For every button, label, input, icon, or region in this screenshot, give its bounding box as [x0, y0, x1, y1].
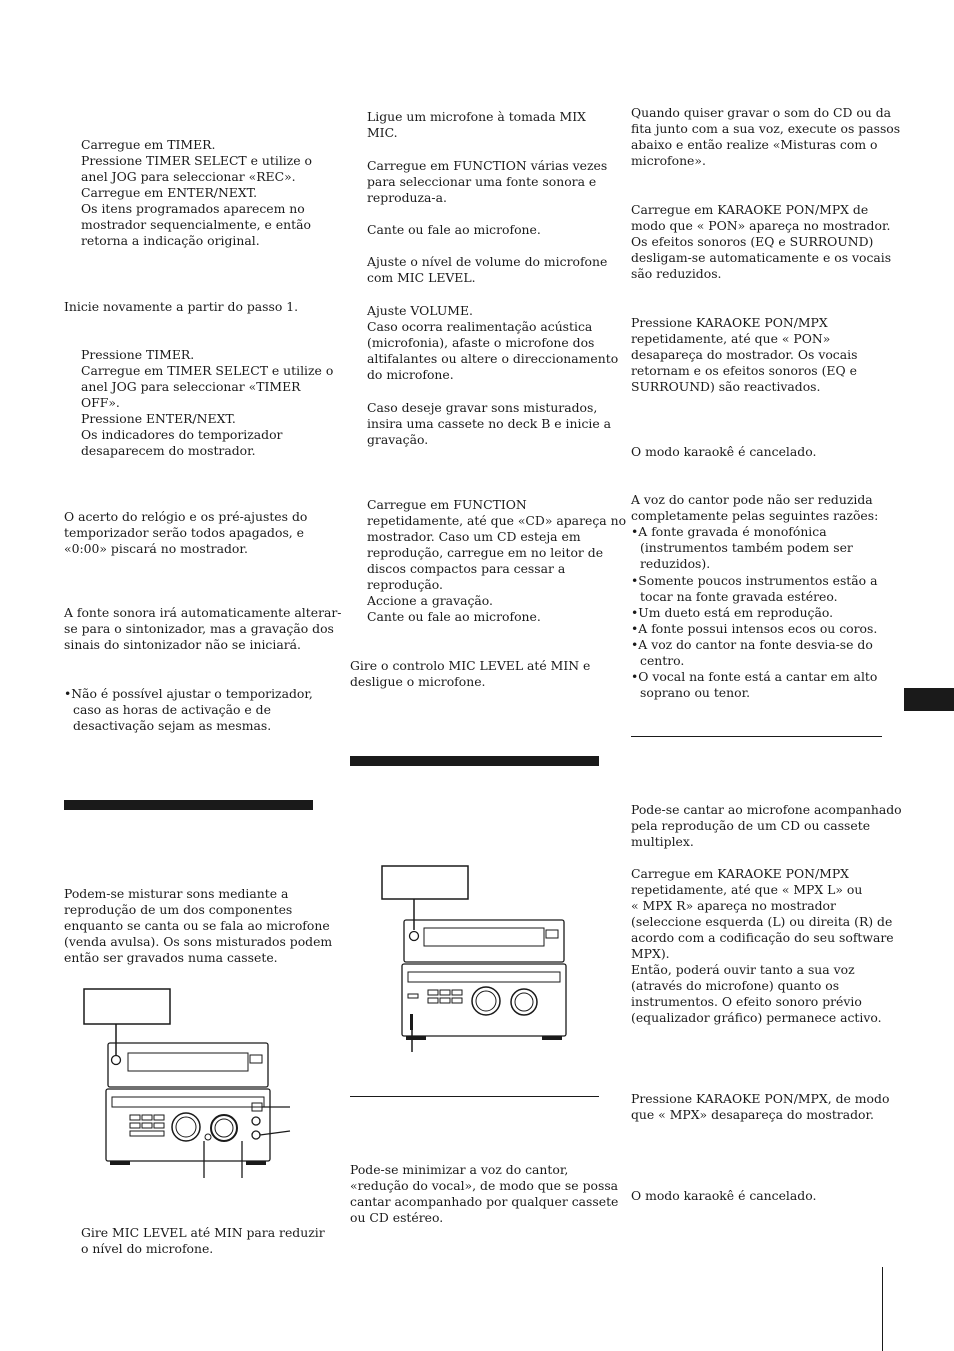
text-line: anel JOG para seleccionar «TIMER [81, 379, 301, 394]
text-line: Então, poderá ouvir tanto a sua voz [631, 962, 855, 977]
text-line: mostrador. Caso um CD esteja em [367, 529, 581, 544]
page-edge-line [882, 1267, 883, 1351]
text-line: tocar na fonte gravada estéreo. [640, 589, 838, 604]
text-line: Pode-se minimizar a voz do cantor, [350, 1162, 569, 1177]
text-line: do microfone. [367, 367, 454, 382]
section-bar-mixing [64, 800, 313, 810]
text-line: para seleccionar uma fonte sonora e [367, 174, 597, 189]
mixing-intro [64, 886, 332, 966]
text-line: SURROUND) são reactivados. [631, 379, 821, 394]
text-line: MPX). [631, 946, 670, 961]
divider-vocal-reduction [350, 1096, 599, 1097]
after-use-note [350, 658, 590, 690]
text-line: Ligue um microfone à tomada MIX [367, 109, 586, 124]
text-line: ou CD estéreo. [350, 1210, 444, 1225]
text-line: Pressione ENTER/NEXT. [81, 411, 236, 426]
text-line: « MPX R» apareça no mostrador [631, 898, 836, 913]
text-line: Accione a gravação. [367, 593, 493, 608]
text-line: Pressione KARAOKE PON/MPX [631, 315, 828, 330]
text-line: (equalizador gráfico) permanece activo. [631, 1010, 882, 1025]
text-line: microfone». [631, 153, 706, 168]
text-line: Carregue em TIMER. [81, 137, 216, 152]
tuner-note [64, 605, 342, 653]
text-line: •Um dueto está em reprodução. [631, 605, 834, 620]
text-line: sinais do sintonizador não se iniciará. [64, 637, 301, 652]
text-line: (venda avulsa). Os sons misturados podem [64, 934, 333, 949]
mix-step-5 [367, 303, 618, 383]
reason-5 [631, 637, 873, 669]
karaoke-off-step [631, 315, 857, 395]
text-line: caso as horas de activação e de [73, 702, 271, 717]
karaoke-cancel-note: O modo karaokê é cancelado. [631, 444, 817, 459]
text-line: Carregue em KARAOKE PON/MPX de [631, 202, 869, 217]
text-line: Carregue em TIMER SELECT e utilize o [81, 363, 334, 378]
text-line: Caso deseje gravar sons misturados, [367, 400, 598, 415]
text-line: reprodução. [367, 577, 443, 592]
text-line: desligue o microfone. [350, 674, 486, 689]
text-line: o nível do microfone. [81, 1241, 214, 1256]
mic-level-tip [81, 1225, 325, 1257]
text-line: repetidamente, até que « MPX L» ou [631, 882, 863, 897]
text-line: retornam e os efeitos sonoros (EQ e [631, 363, 857, 378]
text-line: se para o sintonizador, mas a gravação dos [64, 621, 334, 636]
text-line: Pode-se cantar ao microfone acompanhado [631, 802, 902, 817]
text-line: (através do microfone) quanto os [631, 978, 840, 993]
text-line: discos compactos para cessar a [367, 561, 566, 576]
text-line: desapareça do mostrador. Os vocais [631, 347, 858, 362]
clock-reset-note [64, 509, 307, 557]
text-line: •A fonte gravada é monofónica [631, 524, 827, 539]
text-line: que « MPX» desapareça do mostrador. [631, 1107, 874, 1122]
text-line: (seleccione esquerda (L) ou direita (R) de [631, 914, 893, 929]
text-line: •Somente poucos instrumentos estão a [631, 573, 878, 588]
text-line: altifalantes ou altere o direccionamento [367, 351, 619, 366]
text-line: fita junto com a sua voz, execute os passos [631, 121, 901, 136]
divider-multiplex [631, 736, 882, 737]
text-line: O acerto do relógio e os pré-ajustes do [64, 509, 308, 524]
timer-off-steps [81, 347, 333, 459]
text-line: •A voz do cantor na fonte desvia-se do [631, 637, 873, 652]
text-line: A fonte sonora irá automaticamente alterar- [64, 605, 342, 620]
text-line: completamente pelas seguintes razões: [631, 508, 879, 523]
text-line: Carregue em FUNCTION [367, 497, 527, 512]
text-line: (microfonia), afaste o microfone dos [367, 335, 595, 350]
mix-step-1 [367, 109, 586, 141]
text-line: reproduza-a. [367, 190, 447, 205]
multiplex-off-step [631, 1091, 889, 1123]
text-line: reprodução de um dos componentes [64, 902, 293, 917]
text-line: •A fonte possui intensos ecos ou coros. [631, 621, 878, 636]
text-line: Caso ocorra realimentação acústica [367, 319, 593, 334]
text-line: retorna a indicação original. [81, 233, 260, 248]
text-line: pela reprodução de um CD ou cassete [631, 818, 871, 833]
vocal-reduction-intro [350, 1162, 618, 1226]
text-line: Quando quiser gravar o som do CD ou da [631, 105, 892, 120]
text-line: enquanto se canta ou se fala ao microfone [64, 918, 330, 933]
thumb-tab [904, 688, 954, 711]
multiplex-intro [631, 802, 902, 850]
text-line: desaparecem do mostrador. [81, 443, 256, 458]
mix-step-4 [367, 254, 607, 286]
stereo-illustration-left [80, 985, 300, 1185]
text-line: mostrador sequencialmente, e então [81, 217, 311, 232]
text-line: Gire o controlo MIC LEVEL até MIN e [350, 658, 591, 673]
text-line: cantar acompanhado por qualquer cassete [350, 1194, 619, 1209]
cd-steps [367, 497, 626, 625]
text-line: com MIC LEVEL. [367, 270, 476, 285]
restart-note: Inicie novamente a partir do passo 1. [64, 299, 299, 314]
text-line: Podem-se misturar sons mediante a [64, 886, 289, 901]
text-line: Cante ou fale ao microfone. [367, 222, 541, 237]
text-line: temporizador serão todos apagados, e [64, 525, 305, 540]
text-line: A voz do cantor pode não ser reduzida [631, 492, 873, 507]
section-bar-karaoke [350, 756, 599, 766]
text-line: anel JOG para seleccionar «REC». [81, 169, 296, 184]
text-line: Os itens programados aparecem no [81, 201, 305, 216]
text-line: repetidamente, até que «CD» apareça no [367, 513, 627, 528]
text-line: centro. [640, 653, 685, 668]
reasons-intro [631, 492, 878, 524]
text-line: multiplex. [631, 834, 694, 849]
text-line: modo que « PON» apareça no mostrador. [631, 218, 891, 233]
text-line: Carregue em ENTER/NEXT. [81, 185, 258, 200]
multiplex-steps [631, 866, 894, 1026]
text-line: •Não é possível ajustar o temporizador, [64, 686, 313, 701]
text-line: Os indicadores do temporizador [81, 427, 283, 442]
text-line: gravação. [367, 432, 429, 447]
karaoke-cancel-note-2: O modo karaokê é cancelado. [631, 1188, 817, 1203]
text-line: então ser gravados numa cassete. [64, 950, 278, 965]
text-line: Ajuste VOLUME. [367, 303, 473, 318]
text-line: repetidamente, até que « PON» [631, 331, 831, 346]
reason-4 [631, 621, 877, 637]
reason-2 [631, 573, 877, 605]
text-line: MIC. [367, 125, 398, 140]
record-intro [631, 105, 900, 169]
reason-1 [631, 524, 853, 572]
text-line: desligam-se automaticamente e os vocais [631, 250, 892, 265]
text-line: Pressione TIMER. [81, 347, 195, 362]
text-line: Carregue em KARAOKE PON/MPX [631, 866, 849, 881]
text-line: Pressione KARAOKE PON/MPX, de modo [631, 1091, 890, 1106]
text-line: «redução do vocal», de modo que se possa [350, 1178, 619, 1193]
text-line: (instrumentos também podem ser [640, 540, 853, 555]
text-line: •O vocal na fonte está a cantar em alto [631, 669, 878, 684]
text-line: Os efeitos sonoros (EQ e SURROUND) [631, 234, 874, 249]
text-line: soprano ou tenor. [640, 685, 751, 700]
text-line: Cante ou fale ao microfone. [367, 609, 541, 624]
karaoke-on-step [631, 202, 891, 282]
text-line: Carregue em FUNCTION várias vezes [367, 158, 608, 173]
bullet-note [64, 686, 313, 734]
mix-step-3 [367, 222, 541, 238]
text-line: insira uma cassete no deck B e inicie a [367, 416, 612, 431]
text-line: OFF». [81, 395, 120, 410]
text-line: Pressione TIMER SELECT e utilize o [81, 153, 313, 168]
text-line: abaixo e então realize «Misturas com o [631, 137, 878, 152]
text-line: Ajuste o nível de volume do microfone [367, 254, 608, 269]
text-line: reprodução, carregue em no leitor de [367, 545, 604, 560]
text-line: instrumentos. O efeito sonoro prévio [631, 994, 862, 1009]
text-line: acordo com a codificação do seu software [631, 930, 894, 945]
mix-step-6 [367, 400, 611, 448]
text-line: reduzidos). [640, 556, 711, 571]
text-line: «0:00» piscará no mostrador. [64, 541, 248, 556]
stereo-illustration-center [380, 864, 580, 1054]
text-line: desactivação sejam as mesmas. [73, 718, 272, 733]
mix-step-2 [367, 158, 607, 206]
timer-set-steps [81, 137, 312, 249]
text-line: Gire MIC LEVEL até MIN para reduzir [81, 1225, 325, 1240]
reason-3 [631, 605, 833, 621]
text-line: são reduzidos. [631, 266, 722, 281]
reason-6 [631, 669, 877, 701]
